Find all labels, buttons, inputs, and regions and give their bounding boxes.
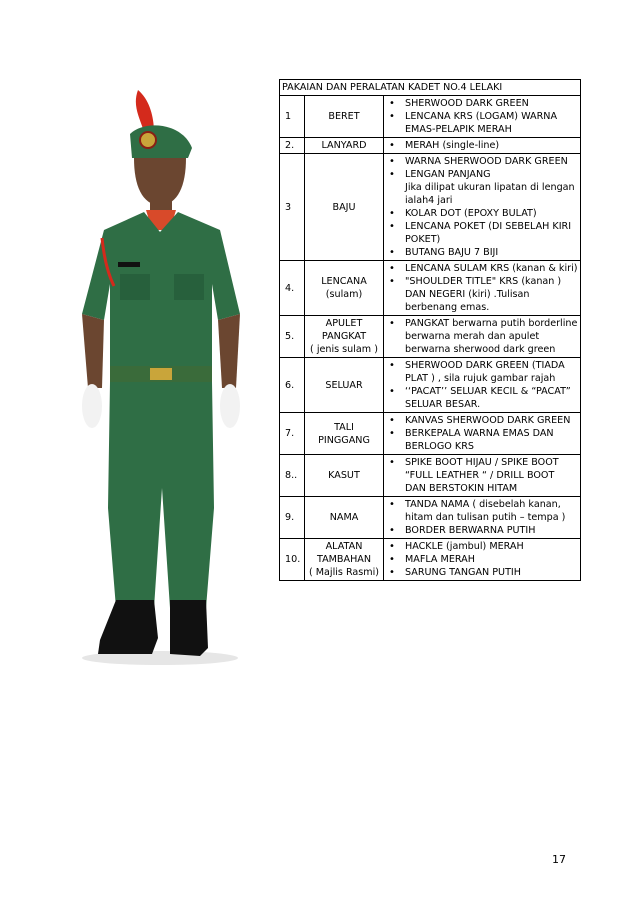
row-number: 5. [280,316,305,358]
table-row [280,261,581,316]
description-list [384,413,580,454]
item-description-cell [384,455,581,497]
row-number: 8.. [280,455,305,497]
description-item: • WARNA SHERWOOD DARK GREEN [384,155,580,168]
row-number: 3 [280,154,305,261]
table-row [280,539,581,581]
item-name-line: ALATAN [325,541,363,552]
item-name-cell [305,413,384,455]
table-row [280,497,581,539]
name-tag [118,262,140,267]
item-name-line: KASUT [328,470,360,481]
description-item: • HACKLE (jambul) MERAH [384,540,580,553]
item-description-cell [384,413,581,455]
item-name-line: NAMA [329,512,359,523]
left-arm [82,314,104,388]
description-list [384,261,580,315]
row-number: 1 [280,96,305,138]
description-list [384,316,580,357]
item-description-cell [384,261,581,316]
description-list [384,358,580,412]
description-item: • MAFLA MERAH [384,553,580,566]
item-name-cell [305,497,384,539]
table-row [280,138,581,154]
description-list [384,539,580,580]
beret-badge [140,132,156,148]
table-row [280,96,581,138]
description-item: • LENCANA KRS (LOGAM) WARNA EMAS-PELAPIK MERAH [384,110,580,136]
item-description-cell [384,154,581,261]
item-description-cell [384,358,581,413]
item-name-cell [305,261,384,316]
item-name-line: BAJU [332,201,356,213]
description-list [384,138,580,153]
table-row [280,316,581,358]
item-name-line: TAMBAHAN [316,554,372,565]
item-name-line: APULET [325,318,363,329]
item-name-cell [305,138,384,154]
item-name-line: SELUAR [325,379,363,391]
description-item: • SHERWOOD DARK GREEN [384,97,580,110]
row-number: 7. [280,413,305,455]
left-glove [82,384,102,428]
item-name-line: ( jenis sulam ) [310,344,378,355]
item-name-line: LENCANA [321,276,367,287]
item-name-cell [305,539,384,581]
description-item: • BORDER BERWARNA PUTIH [384,524,580,537]
table-row [280,358,581,413]
description-item: • PANGKAT berwarna putih borderline berwarna merah dan apulet berwarna sherwood dark green [384,317,580,356]
right-glove [220,384,240,428]
description-item: • BUTANG BAJU 7 BIJI [384,246,580,259]
shirt [82,212,240,378]
item-name-cell [305,96,384,138]
left-pocket [120,274,150,300]
item-name-line: PINGGANG [318,434,370,446]
right-boot [170,600,208,656]
right-pocket [174,274,204,300]
item-description-cell [384,96,581,138]
table-title-row [280,80,581,96]
item-description-cell [384,316,581,358]
page-number: 17 [552,853,566,866]
item-name-cell [305,358,384,413]
item-description-cell [384,497,581,539]
description-item: • SPIKE BOOT HIJAU / SPIKE BOOT “FULL LEATHER “ / DRILL BOOT DAN BERSTOKIN HITAM [384,456,580,495]
item-description-cell [384,138,581,154]
description-item: • "SHOULDER TITLE" KRS (kanan ) DAN NEGERI (kiri) .Tulisan berbenang emas. [384,275,580,314]
item-name-line: BERET [328,111,360,122]
item-name-line: LANYARD [321,140,367,151]
description-list [384,96,580,137]
row-number: 4. [280,261,305,316]
description-item: • KANVAS SHERWOOD DARK GREEN [384,414,580,427]
row-number: 10. [280,539,305,581]
description-item: • LENCANA POKET (DI SEBELAH KIRI POKET) [384,220,580,246]
description-item: • ‘‘PACAT’’ SELUAR KECIL & “PACAT” SELUAR BESAR. [384,385,580,411]
description-item: Jika dilipat ukuran lipatan di lengan ialah4 jari [405,182,575,206]
belt-buckle [150,368,172,380]
item-name-cell [305,154,384,261]
row-number: 9. [280,497,305,539]
description-list [384,154,580,260]
item-name-line: (sulam) [325,289,363,300]
description-item: • MERAH (single-line) [384,139,580,152]
table-title: PAKAIAN DAN PERALATAN KADET NO.4 LELAKI [280,80,581,96]
item-name-line: PANGKAT [321,331,367,342]
cadet-uniform-photo [74,88,252,666]
description-item: • SARUNG TANGAN PUTIH [384,566,580,579]
face [134,158,186,206]
right-arm [218,314,240,388]
left-boot [98,600,158,654]
description-item: • BERKEPALA WARNA EMAS DAN BERLOGO KRS [384,427,580,453]
description-item: • LENGAN PANJANG [384,168,580,181]
description-item: • SHERWOOD DARK GREEN (TIADA PLAT ) , sila rujuk gambar rajah [384,359,580,385]
item-name-cell [305,455,384,497]
table-row [280,154,581,261]
item-description-cell [384,539,581,581]
row-number: 2. [280,138,305,154]
description-item: • LENCANA SULAM KRS (kanan & kiri) [384,262,580,275]
table-row [280,455,581,497]
uniform-equipment-table [279,79,581,581]
description-item: • TANDA NAMA ( disebelah kanan, hitam dan tulisan putih – tempa ) [384,498,580,524]
description-list [384,455,580,496]
description-list [384,497,580,538]
row-number: 6. [280,358,305,413]
trousers [108,382,214,608]
item-name-line: TALI [334,421,354,433]
table-row [280,413,581,455]
description-item: • KOLAR DOT (EPOXY BULAT) [384,207,580,220]
item-name-line: ( Majlis Rasmi) [308,567,380,578]
item-name-cell [305,316,384,358]
